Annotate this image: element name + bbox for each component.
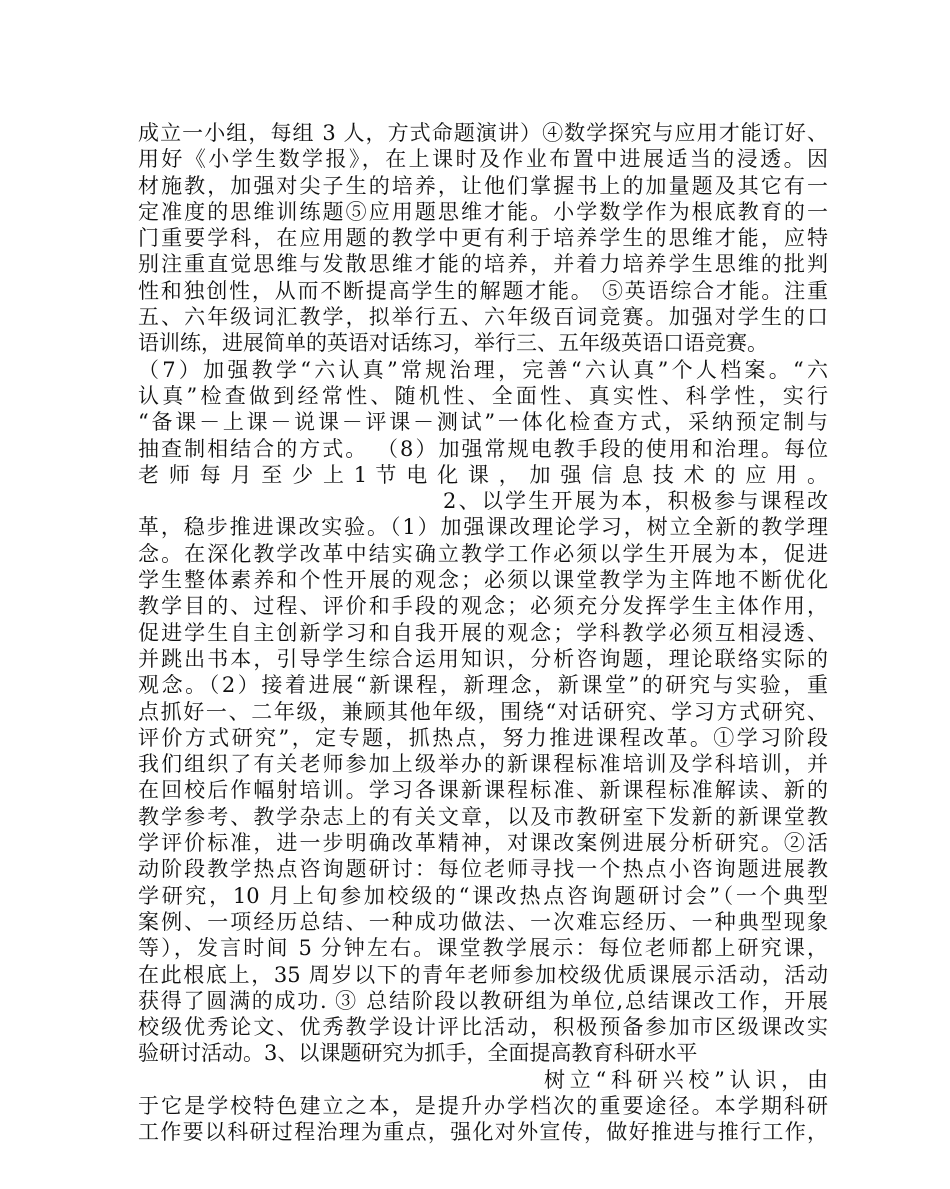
text-line: 学研究，10 月上旬参加校级的“课改热点咨询题研讨会”（一个典型 [138, 883, 828, 908]
text-line: 抽查制相结合的方式。 （8）加强常规电教手段的使用和治理。每位 [138, 436, 828, 461]
text-line: 学评价标准，进一步明确改革精神，对课改案例进展分析研究。②活 [138, 831, 828, 856]
text-line: 老 师 每 月 至 少 上 1 节 电 化 课 ， 加 强 信 息 技 术 的 应 用 。 [138, 462, 828, 487]
text-line: 语训练，进展简单的英语对话练习，举行三、五年级英语口语竞赛。 [138, 331, 768, 356]
text-line: 点抓好一、二年级，兼顾其他年级，围绕“对话研究、学习方式研究、 [138, 699, 828, 724]
text-line: 成立一小组，每组 3 人，方式命题演讲）④数学探究与应用才能订好、 [138, 121, 828, 145]
text-line: 并跳出书本，引导学生综合运用知识，分析咨询题，理论联络实际的 [138, 646, 828, 671]
text-line: 工作要以科研过程治理为重点，强化对外宣传，做好推进与推行工作， [138, 1120, 828, 1145]
text-line: 评价方式研究”，定专题，抓热点，努力推进课程改革。①学习阶段 [138, 725, 828, 750]
text-line: 我们组织了有关老师参加上级举办的新课程标准培训及学科培训，并 [138, 752, 828, 777]
text-line: 观念。（2）接着进展“新课程，新理念，新课堂”的研究与实验，重 [138, 673, 828, 698]
text-line: 革，稳步推进课改实验。（1）加强课改理论学习，树立全新的教学理 [138, 515, 828, 540]
text-line: 用好《小学生数学报》，在上课时及作业布置中进展适当的浸透。因 [138, 147, 828, 172]
text-line: 验研讨活动。3、以课题研究为抓手，全面提高教育科研水平 [138, 1041, 698, 1066]
text-line: 动阶段教学热点咨询题研讨：每位老师寻找一个热点小咨询题进展教 [138, 857, 828, 882]
section-heading-line: 2、以学生开展为本，积极参与课程改 [443, 489, 828, 514]
text-line: 材施教，加强对尖子生的培养，让他们掌握书上的加量题及其它有一 [138, 173, 828, 198]
text-line: 门重要学科，在应用题的教学中更有利于培养学生的思维才能，应特 [138, 226, 828, 251]
text-line: 别注重直觉思维与发散思维才能的培养，并着力培养学生思维的批判 [138, 252, 828, 277]
text-line: 在回校后作幅射培训。学习各课新课程标准、新课程标准解读、新的 [138, 778, 828, 803]
text-line: 性和独创性，从而不断提高学生的解题才能。 ⑤英语综合才能。注重 [138, 278, 828, 303]
text-line: 校级优秀论文、优秀教学设计评比活动，积极预备参加市区级课改实 [138, 1015, 828, 1040]
text-line: 在此根底上，35 周岁以下的青年老师参加校级优质课展示活动，活动 [138, 962, 828, 987]
text-line: 等），发言时间 5 分钟左右。课堂教学展示：每位老师都上研究课， [138, 936, 828, 961]
text-line: 念。在深化教学改革中结实确立教学工作必须以学生开展为本，促进 [138, 541, 828, 566]
text-line: 五、六年级词汇教学，拟举行五、六年级百词竞赛。加强对学生的口 [138, 305, 828, 330]
section-continuation-line: 树立“科研兴校”认识，由 [544, 1067, 828, 1092]
text-line: “备课－上课－说课－评课－测试”一体化检查方式，采纳预定制与 [138, 410, 828, 435]
body-text [138, 120, 828, 1146]
text-line: 获得了圆满的成功. ③ 总结阶段以教研组为单位,总结课改工作，开展 [138, 988, 828, 1013]
text-line: （7）加强教学“六认真”常规治理，完善“六认真”个人档案。“六 [138, 357, 828, 382]
text-line: 教学目的、过程、评价和手段的观念；必须充分发挥学生主体作用， [138, 594, 828, 619]
text-line: 定准度的思维训练题⑤应用题思维才能。小学数学作为根底教育的一 [138, 199, 828, 224]
text-line: 认真”检查做到经常性、随机性、全面性、真实性、科学性，实行 [138, 383, 828, 408]
text-line: 学生整体素养和个性开展的观念；必须以课堂教学为主阵地不断优化 [138, 568, 828, 593]
text-line: 促进学生自主创新学习和自我开展的观念；学科教学必须互相浸透、 [138, 620, 828, 645]
text-line: 案例、一项经历总结、一种成功做法、一次难忘经历、一种典型现象 [138, 909, 828, 934]
text-line: 教学参考、教学杂志上的有关文章，以及市教研室下发新的新课堂教 [138, 804, 828, 829]
text-line: 于它是学校特色建立之本，是提升办学档次的重要途径。本学期科研 [138, 1093, 828, 1118]
